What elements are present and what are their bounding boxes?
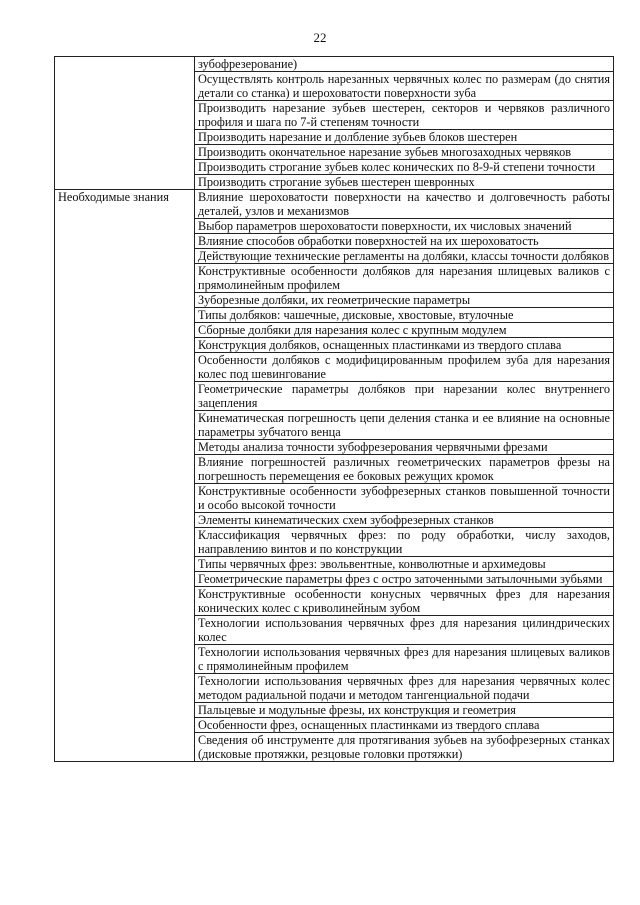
- requirement-item: Производить строгание зубьев шестерен шевронных: [195, 175, 614, 190]
- table-row: [55, 190, 614, 219]
- requirement-item: Кинематическая погрешность цепи деления станка и ее влияние на основные параметры зубчатого венца: [195, 411, 614, 440]
- requirement-item: Технологии использования червячных фрез для нарезания шлицевых валиков с прямолинейным профилем: [195, 645, 614, 674]
- requirement-item: Классификация червячных фрез: по роду обработки, числу заходов, направлению винтов и по конструкции: [195, 528, 614, 557]
- requirement-item: Производить нарезание и долбление зубьев блоков шестерен: [195, 130, 614, 145]
- requirement-item: зубофрезерование): [195, 57, 614, 72]
- requirement-item: Элементы кинематических схем зубофрезерных станков: [195, 513, 614, 528]
- table-row: [55, 57, 614, 72]
- requirement-item: Типы долбяков: чашечные, дисковые, хвостовые, втулочные: [195, 308, 614, 323]
- competency-table: [54, 56, 614, 762]
- requirement-item: Типы червячных фрез: эвольвентные, конволютные и архимедовы: [195, 557, 614, 572]
- requirement-item: Геометрические параметры долбяков при нарезании колес внутреннего зацепления: [195, 382, 614, 411]
- requirement-item: Технологии использования червячных фрез для нарезания червячных колес методом радиальной подачи и методом тангенциальной подачи: [195, 674, 614, 703]
- section-label: Необходимые знания: [55, 190, 195, 762]
- requirement-item: Производить нарезание зубьев шестерен, секторов и червяков различного профиля и шага по 7-й степеням точности: [195, 101, 614, 130]
- table-body: [55, 57, 614, 762]
- requirement-item: Конструктивные особенности конусных червячных фрез для нарезания конических колес с криволинейным зубом: [195, 587, 614, 616]
- section-label: [55, 57, 195, 190]
- requirement-item: Конструктивные особенности зубофрезерных станков повышенной точности и особо высокой точности: [195, 484, 614, 513]
- requirement-item: Сведения об инструменте для протягивания зубьев на зубофрезерных станках (дисковые протяжки, резцовые головки протяжки): [195, 733, 614, 762]
- requirement-item: Влияние способов обработки поверхностей на их шероховатость: [195, 234, 614, 249]
- requirement-item: Действующие технические регламенты на долбяки, классы точности долбяков: [195, 249, 614, 264]
- requirement-item: Особенности долбяков с модифицированным профилем зуба для нарезания колес под шевингование: [195, 353, 614, 382]
- requirement-item: Осуществлять контроль нарезанных червячных колес по размерам (до снятия детали со станка) и шероховатости поверхности зуба: [195, 72, 614, 101]
- requirement-item: Зуборезные долбяки, их геометрические параметры: [195, 293, 614, 308]
- page-number: 22: [313, 30, 327, 45]
- requirement-item: Методы анализа точности зубофрезерования червячными фрезами: [195, 440, 614, 455]
- requirement-item: Технологии использования червячных фрез для нарезания цилиндрических колес: [195, 616, 614, 645]
- requirement-item: Производить окончательное нарезание зубьев многозаходных червяков: [195, 145, 614, 160]
- requirement-item: Геометрические параметры фрез с остро заточенными затылочными зубьями: [195, 572, 614, 587]
- requirement-item: Пальцевые и модульные фрезы, их конструкция и геометрия: [195, 703, 614, 718]
- requirement-item: Конструктивные особенности долбяков для нарезания шлицевых валиков с прямолинейным профилем: [195, 264, 614, 293]
- requirement-item: Влияние шероховатости поверхности на качество и долговечность работы деталей, узлов и механизмов: [195, 190, 614, 219]
- requirement-item: Особенности фрез, оснащенных пластинками из твердого сплава: [195, 718, 614, 733]
- requirement-item: Сборные долбяки для нарезания колес с крупным модулем: [195, 323, 614, 338]
- requirement-item: Влияние погрешностей различных геометрических параметров фрезы на погрешность перемещения ее боковых режущих кромок: [195, 455, 614, 484]
- requirement-item: Производить строгание зубьев колес конических по 8-9-й степени точности: [195, 160, 614, 175]
- requirement-item: Конструкция долбяков, оснащенных пластинками из твердого сплава: [195, 338, 614, 353]
- requirement-item: Выбор параметров шероховатости поверхности, их числовых значений: [195, 219, 614, 234]
